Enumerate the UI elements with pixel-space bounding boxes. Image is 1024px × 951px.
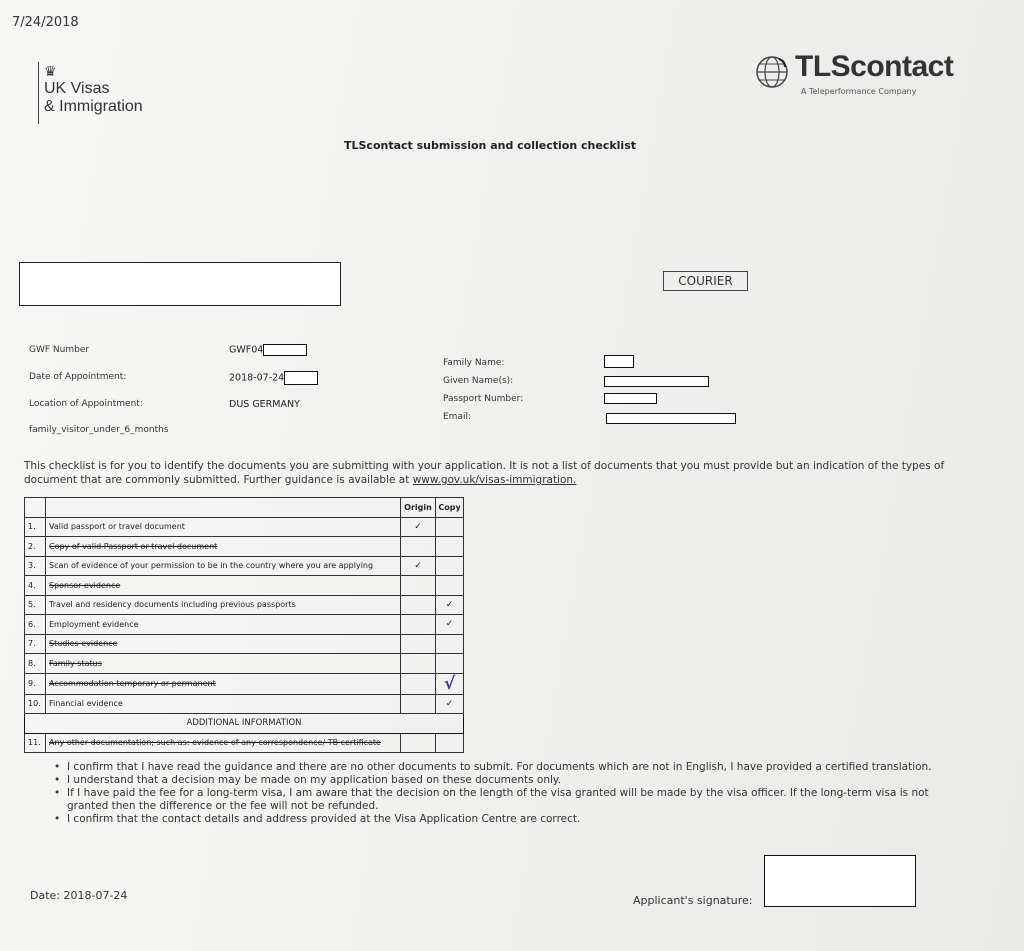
copy-checkmark-handwritten: √ (436, 673, 464, 694)
document-checklist-table (24, 497, 464, 753)
row-description: Any other documentation; such as: evidence of any correspondence/ TB certificate (46, 733, 401, 753)
table-row (25, 654, 464, 674)
redacted-box (19, 262, 341, 306)
gwf-value (229, 344, 307, 356)
crest-icon: ♛ (44, 64, 57, 80)
ukvi-logo-line1: UK Visas (44, 80, 110, 97)
row-number: 2. (25, 537, 46, 557)
copy-checkmark: ✓ (436, 615, 464, 635)
row-number: 4. (25, 576, 46, 596)
row-description: Employment evidence (46, 615, 401, 635)
declaration-list (54, 761, 964, 826)
given-names-label: Given Name(s): (443, 376, 514, 386)
email-label: Email: (443, 412, 472, 422)
original-checkmark (401, 576, 436, 596)
copy-checkmark (436, 634, 464, 654)
row-description: Financial evidence (46, 694, 401, 714)
row-description: Travel and residency documents including previous passports (46, 595, 401, 615)
ukvi-logo-line2: & Immigration (44, 98, 143, 115)
row-description: Family status (46, 654, 401, 674)
table-row (25, 694, 464, 714)
row-number: 9. (25, 673, 46, 694)
location-value: DUS GERMANY (229, 399, 300, 410)
appointment-date-text: 2018-07-24 (229, 372, 285, 384)
original-checkmark (401, 615, 436, 635)
declaration-item: • I confirm that the contact details and address provided at the Visa Application Centre are correct. (54, 813, 964, 826)
gwf-value-text: GWF04 (229, 344, 264, 356)
redacted-box (284, 371, 318, 385)
row-number: 7. (25, 634, 46, 654)
row-description: Sponsor evidence (46, 576, 401, 596)
row-number: 8. (25, 654, 46, 674)
table-row (25, 576, 464, 596)
ukvi-logo (38, 62, 143, 124)
additional-info-header: ADDITIONAL INFORMATION (25, 714, 464, 734)
row-number: 3. (25, 556, 46, 576)
appointment-date-label: Date of Appointment: (29, 372, 127, 382)
row-number: 5. (25, 595, 46, 615)
redacted-box (263, 344, 307, 356)
tlscontact-logo (755, 52, 970, 102)
original-checkmark: ✓ (401, 517, 436, 537)
redacted-box (604, 393, 657, 404)
table-row (25, 595, 464, 615)
row-description: Scan of evidence of your permission to be in the country where you are applying (46, 556, 401, 576)
guidance-link[interactable]: www.gov.uk/visas-immigration. (412, 474, 577, 486)
declaration-item: • I understand that a decision may be made on my application based on these documents only. (54, 774, 964, 787)
table-header-row (25, 498, 464, 518)
original-column-header: Origin (401, 498, 436, 518)
row-number: 11. (25, 733, 46, 753)
copy-checkmark (436, 556, 464, 576)
redacted-box (604, 376, 709, 387)
copy-checkmark: ✓ (436, 694, 464, 714)
original-checkmark: ✓ (401, 556, 436, 576)
row-description: Studies evidence (46, 634, 401, 654)
intro-paragraph (24, 459, 959, 487)
copy-checkmark (436, 576, 464, 596)
location-label: Location of Appointment: (29, 399, 143, 409)
original-checkmark (401, 654, 436, 674)
table-row (25, 733, 464, 753)
page-title: TLScontact submission and collection checklist (344, 139, 636, 152)
table-row (25, 615, 464, 635)
visa-category: family_visitor_under_6_months (29, 425, 169, 435)
original-checkmark (401, 634, 436, 654)
table-row (25, 517, 464, 537)
table-row (25, 634, 464, 654)
table-row (25, 556, 464, 576)
original-checkmark (401, 537, 436, 557)
row-number: 10. (25, 694, 46, 714)
appointment-date-value (229, 371, 318, 385)
declaration-item: • I confirm that I have read the guidance and there are no other documents to submit. For documents which are not in English, I have provided a certified translation. (54, 761, 964, 774)
print-date: 7/24/2018 (12, 15, 79, 30)
copy-checkmark: ✓ (436, 595, 464, 615)
copy-checkmark (436, 654, 464, 674)
globe-icon (755, 55, 789, 89)
gwf-label: GWF Number (29, 345, 90, 355)
passport-label: Passport Number: (443, 394, 524, 404)
row-description: Valid passport or travel document (46, 517, 401, 537)
signature-box (764, 855, 916, 907)
copy-checkmark (436, 537, 464, 557)
signature-label: Applicant's signature: (633, 894, 753, 907)
copy-checkmark (436, 517, 464, 537)
tls-brand: TLScontact (795, 50, 954, 83)
row-number: 6. (25, 615, 46, 635)
row-description: Accommodation temporary or permanent (46, 673, 401, 694)
copy-column-header: Copy (436, 498, 464, 518)
intro-text: This checklist is for you to identify the documents you are submitting with your application. It is not a list of documents that you must provide but an indication of the types of document that are commonly submitted. Further guidance is available at (24, 460, 945, 486)
table-row (25, 673, 464, 694)
declaration-item: • If I have paid the fee for a long-term visa, I am aware that the decision on the length of the visa granted will be made by the visa officer. If the long-term visa is not granted then the difference or the fee will not be refunded. (54, 787, 964, 813)
original-checkmark (401, 694, 436, 714)
original-checkmark (401, 673, 436, 694)
tls-tagline: A Teleperformance Company (801, 87, 917, 96)
courier-badge: COURIER (663, 271, 748, 291)
additional-info-row (25, 714, 464, 734)
row-description: Copy of valid Passport or travel document (46, 537, 401, 557)
footer-date: Date: 2018-07-24 (30, 889, 128, 902)
row-number: 1. (25, 517, 46, 537)
original-checkmark (401, 595, 436, 615)
redacted-box (604, 355, 634, 368)
redacted-box (606, 413, 736, 424)
family-name-label: Family Name: (443, 358, 505, 368)
table-row (25, 537, 464, 557)
